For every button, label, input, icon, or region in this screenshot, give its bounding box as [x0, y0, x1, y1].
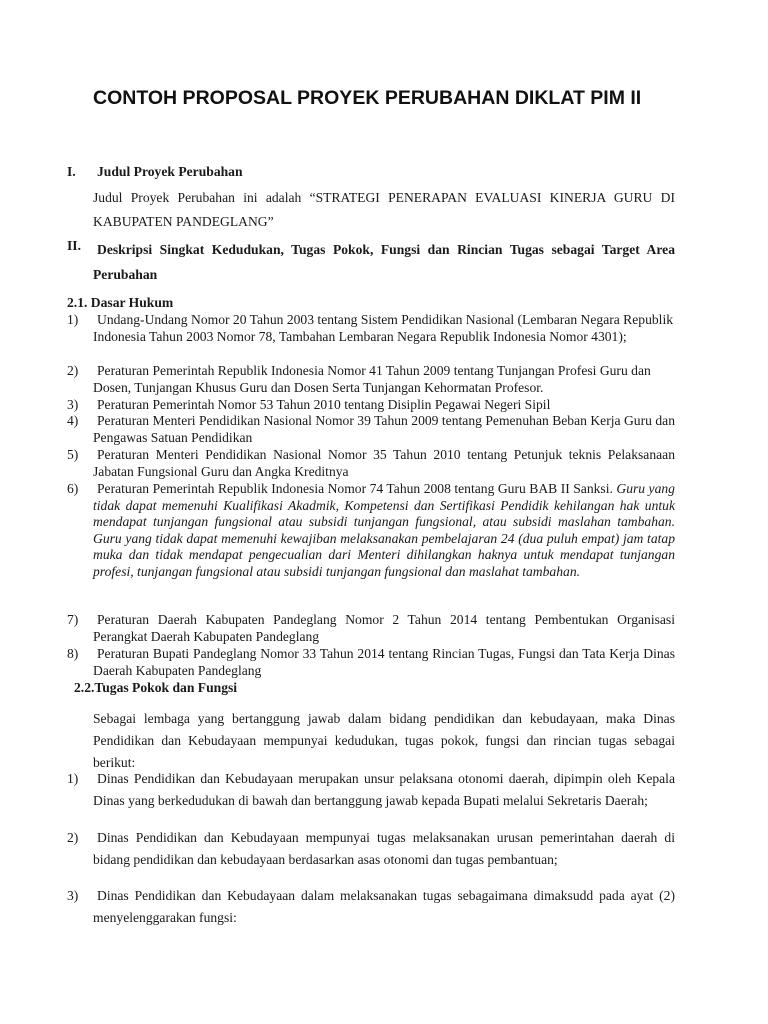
- law-item-number: 3): [67, 397, 79, 412]
- section-2-heading: Deskripsi Singkat Kedudukan, Tugas Pokok, Fungsi dan Rincian Tugas sebagai Target Area Perubahan: [93, 242, 675, 282]
- law-item-text: Peraturan Pemerintah Republik Indonesia Nomor 74 Tahun 2008 tentang Guru BAB II Sanksi.: [97, 481, 613, 496]
- law-item-number: 1): [67, 312, 79, 327]
- subsection-2-2-heading: 2.2.Tugas Pokok dan Fungsi: [74, 680, 238, 695]
- duty-item-number: 3): [67, 888, 79, 903]
- law-item-number: 5): [67, 447, 79, 462]
- section-1-heading: Judul Proyek Perubahan: [97, 164, 243, 179]
- subsection-2-2-intro: Sebagai lembaga yang bertanggung jawab dalam bidang pendidikan dan kebudayaan, maka Dinas Pendidikan dan Kebudayaan mempunyai kedudukan, tugas pokok, fungsi dan rincian tugas sebagai berikut:: [93, 711, 675, 770]
- law-item: Peraturan Bupati Pandeglang Nomor 33 Tahun 2014 tentang Rincian Tugas, Fungsi dan Tata Kerja Dinas Daerah Kabupaten Pandeglang: [93, 646, 675, 678]
- law-item: Peraturan Pemerintah Nomor 53 Tahun 2010 tentang Disiplin Pegawai Negeri Sipil: [97, 397, 551, 412]
- law-item: [93, 481, 675, 581]
- law-item-sanction-note: Guru yang tidak dapat memenuhi Kualifikasi Akadmik, Kompetensi dan Sertifikasi Pendidik kehilangan hak untuk mendapat tunjangan fungsional atau subsidi tunjangan fungsional, atau subsidi maslahan tambahan. Guru yang tidak dapat memenuhi kewajiban melaksanakan pembelajaran 24 (dua puluh empat) jam tatap muka dan tidak mendapat pengecualian dari Menteri dihilangkan haknya untuk mendapat tunjangan profesi, tunjangan fungsional atau subsidi tunjangan fungsional dan maslahat tambahan.: [93, 481, 675, 579]
- law-item: Peraturan Pemerintah Republik Indonesia Nomor 41 Tahun 2009 tentang Tunjangan Profesi Guru dan Dosen, Tunjangan Khusus Guru dan Dosen Serta Tunjangan Kehormatan Profesor.: [93, 363, 651, 395]
- law-item-number: 2): [67, 363, 79, 378]
- law-item-number: 8): [67, 646, 79, 661]
- page-title: CONTOH PROPOSAL PROYEK PERUBAHAN DIKLAT PIM II: [93, 87, 642, 109]
- duty-item: Dinas Pendidikan dan Kebudayaan merupakan unsur pelaksana otonomi daerah, dipimpin oleh Kepala Dinas yang berkedudukan di bawah dan bertanggung jawab kepada Bupati melalui Sekretaris Daerah;: [93, 771, 675, 808]
- law-item-number: 6): [67, 481, 79, 496]
- subsection-2-1-heading: 2.1. Dasar Hukum: [67, 295, 174, 310]
- law-item: Peraturan Menteri Pendidikan Nasional Nomor 39 Tahun 2009 tentang Pemenuhan Beban Kerja Guru dan Pengawas Satuan Pendidikan: [93, 413, 675, 445]
- law-item: Peraturan Daerah Kabupaten Pandeglang Nomor 2 Tahun 2014 tentang Pembentukan Organisasi Perangkat Daerah Kabupaten Pandeglang: [93, 612, 675, 644]
- duty-item: Dinas Pendidikan dan Kebudayaan mempunyai tugas melaksanakan urusan pemerintahan daerah di bidang pendidikan dan kebudayaan berdasarkan asas otonomi dan tugas pembantuan;: [93, 830, 675, 867]
- duty-item: Dinas Pendidikan dan Kebudayaan dalam melaksanakan tugas sebagaimana dimaksudd pada ayat (2) menyelenggarakan fungsi:: [93, 888, 675, 925]
- law-item-number: 7): [67, 612, 79, 627]
- duty-item-number: 2): [67, 830, 79, 845]
- law-item-number: 4): [67, 413, 79, 428]
- law-item: Peraturan Menteri Pendidikan Nasional Nomor 35 Tahun 2010 tentang Petunjuk teknis Pelaksanaan Jabatan Fungsional Guru dan Angka Kreditnya: [93, 447, 675, 479]
- section-1-number: I.: [67, 164, 76, 179]
- duty-item-number: 1): [67, 771, 79, 786]
- section-1-body: Judul Proyek Perubahan ini adalah “STRATEGI PENERAPAN EVALUASI KINERJA GURU DI KABUPATEN PANDEGLANG”: [93, 190, 675, 229]
- law-item: Undang-Undang Nomor 20 Tahun 2003 tentang Sistem Pendidikan Nasional (Lembaran Negara Republik Indonesia Tahun 2003 Nomor 78, Tambahan Lembaran Negara Republik Indonesia Nomor 4301);: [93, 312, 674, 344]
- section-2-number: II.: [67, 238, 81, 253]
